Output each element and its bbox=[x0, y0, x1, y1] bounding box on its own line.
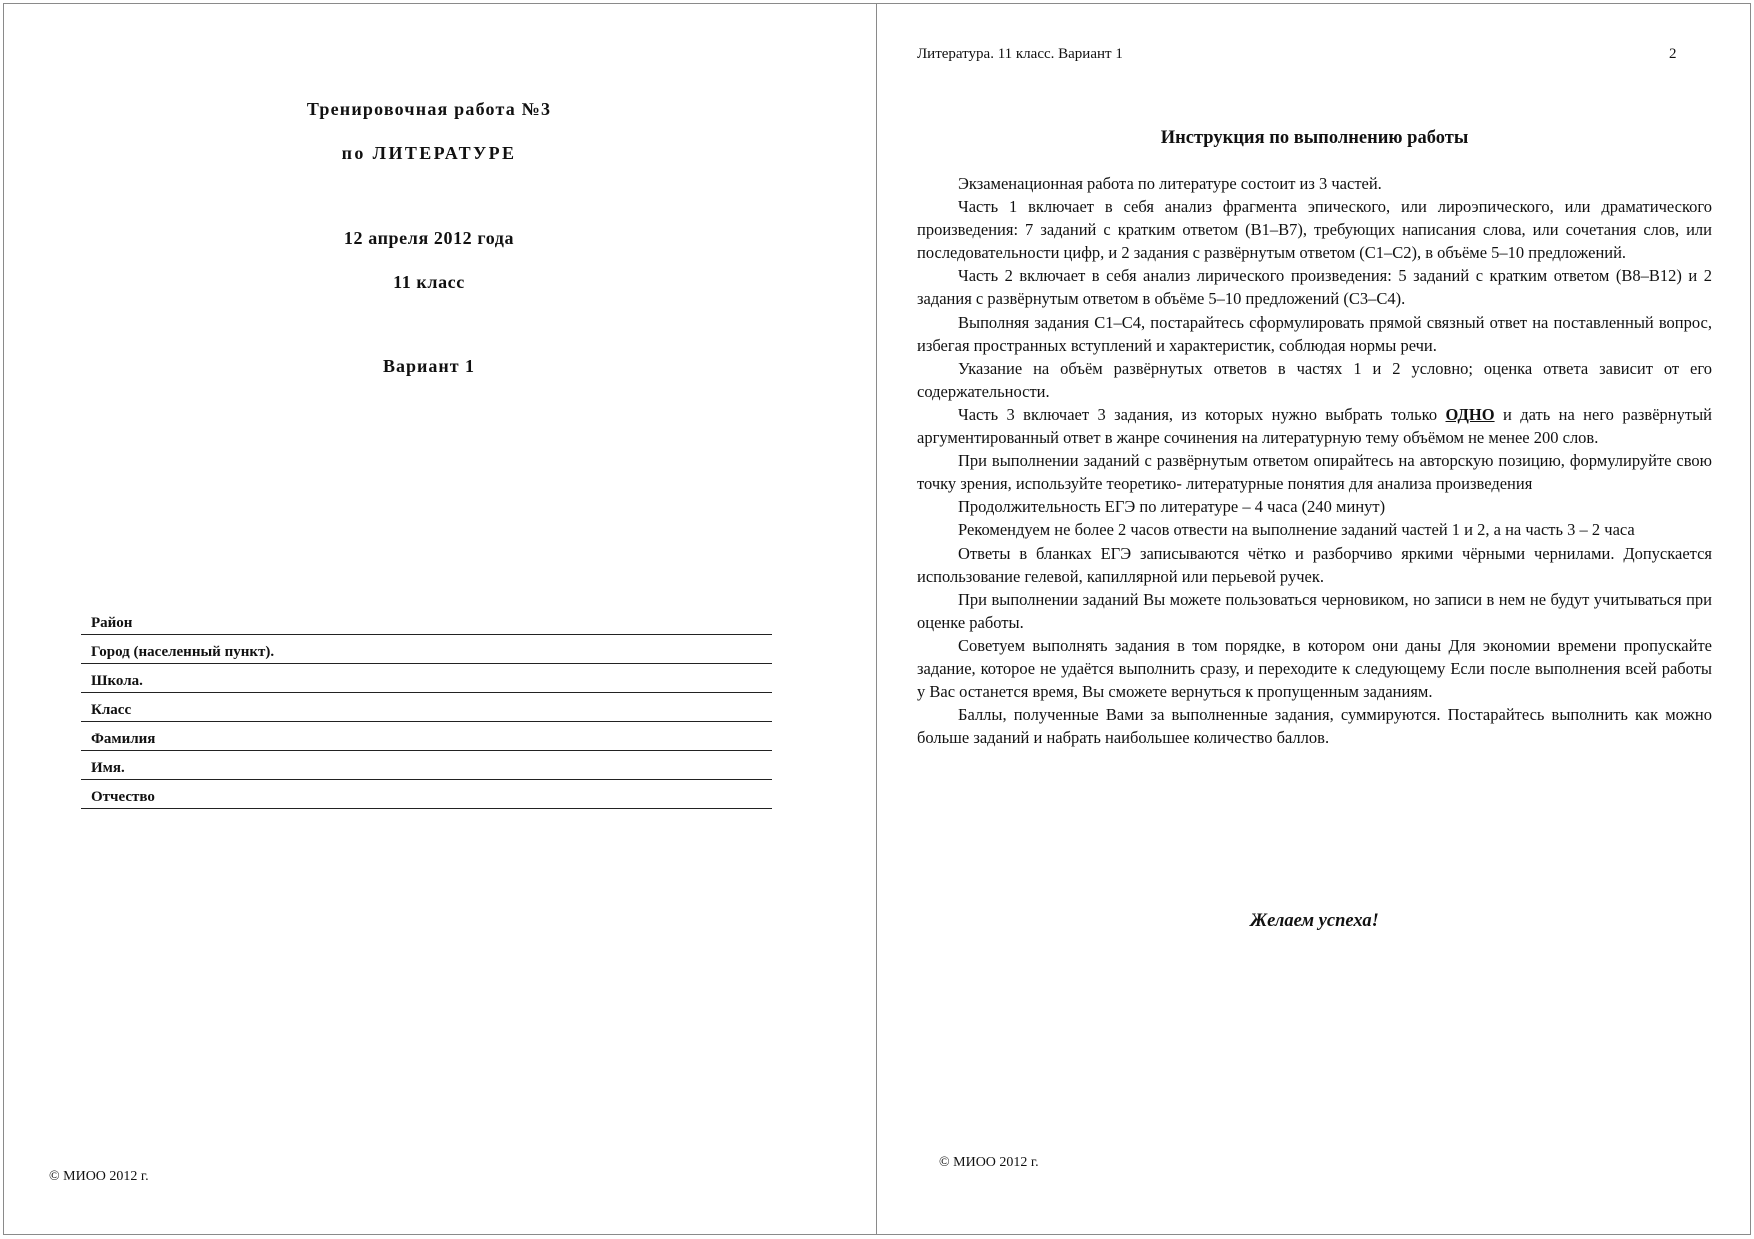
field-name[interactable]: Имя. bbox=[81, 751, 772, 780]
field-school[interactable]: Школа. bbox=[81, 664, 772, 693]
cover-page bbox=[3, 3, 877, 1235]
field-district[interactable]: Район bbox=[81, 606, 772, 635]
paragraph: Выполняя задания С1–С4, постарайтесь сформулировать прямой связный ответ на поставленный вопрос, избегая пространных вступлений и характеристик, соблюдая нормы речи. bbox=[917, 312, 1712, 355]
paragraph: Рекомендуем не более 2 часов отвести на выполнение заданий частей 1 и 2, а на часть 3 – 2 часа bbox=[958, 520, 1635, 540]
cover-grade: 11 класс bbox=[393, 272, 465, 292]
part3-emphasis: ОДНО bbox=[1445, 404, 1495, 424]
paragraph: Продолжительность ЕГЭ по литературе – 4 часа (240 минут) bbox=[958, 497, 1386, 517]
instructions-copyright: © МИОО 2012 г. bbox=[939, 1155, 1039, 1170]
cover-date: 12 апреля 2012 года bbox=[343, 228, 515, 248]
paragraph: При выполнении заданий с развёрнутым ответом опирайтесь на авторскую позицию, формулируйте свою точку зрения, используйте теоретико- литературные понятия для анализа произведения bbox=[917, 451, 1712, 494]
paragraph: Часть 1 включает в себя анализ фрагмента эпического, или лироэпического, или драматического произведения: 7 заданий с кратким ответом (В1–В7), требующих написания слова, или сочетания слов, или последовательности цифр, и 2 задания с развёрнутым ответом (С1–С2), в объёме 5–10 предложений. bbox=[917, 197, 1712, 263]
paragraph: Указание на объём развёрнутых ответов в частях 1 и 2 условно; оценка ответа зависит от его содержательности. bbox=[917, 358, 1712, 401]
field-patronymic[interactable]: Отчество bbox=[81, 780, 772, 809]
field-city[interactable]: Город (населенный пункт). bbox=[81, 635, 772, 664]
field-class[interactable]: Класс bbox=[81, 693, 772, 722]
paragraph: Часть 2 включает в себя анализ лирического произведения: 5 заданий с кратким ответом (В8–В12) и 2 задания с развёрнутым ответом в объёме 5–10 предложений (С3–С4). bbox=[917, 266, 1712, 309]
paragraph: Экзаменационная работа по литературе состоит из 3 частей. bbox=[958, 174, 1382, 193]
field-surname[interactable]: Фамилия bbox=[81, 722, 772, 751]
paragraph: Ответы в бланках ЕГЭ записываются чётко и разборчиво яркими чёрными чернилами. Допускается использование гелевой, капиллярной или перьевой ручек. bbox=[917, 543, 1712, 586]
closing-wish: Желаем успеха! bbox=[1250, 911, 1379, 931]
cover-title: Тренировочная работа №3 bbox=[306, 99, 552, 119]
paragraph-part3 bbox=[917, 403, 1712, 449]
part3-text-after: и дать на него развёрнутый аргументированный ответ в жанре сочинения на литературную тему объёмом не менее 200 слов. bbox=[917, 404, 1712, 448]
paragraph: При выполнении заданий Вы можете пользоваться черновиком, но записи в нем не будут учитываться при оценке работы. bbox=[917, 589, 1712, 632]
instructions-title: Инструкция по выполнению работы bbox=[1160, 128, 1469, 148]
student-info-form bbox=[81, 606, 772, 809]
cover-variant: Вариант 1 bbox=[382, 356, 476, 376]
paragraph: Баллы, полученные Вами за выполненные задания, суммируются. Постарайтесь выполнить как можно больше заданий и набрать наибольшее количество баллов. bbox=[917, 705, 1712, 748]
cover-subject: по ЛИТЕРАТУРЕ bbox=[341, 143, 517, 163]
part3-text-before: Часть 3 включает 3 задания, из которых нужно выбрать только bbox=[958, 404, 1446, 424]
instructions-body bbox=[917, 172, 1712, 749]
running-head: Литература. 11 класс. Вариант 1 bbox=[917, 46, 1123, 62]
cover-copyright: © МИОО 2012 г. bbox=[49, 1169, 149, 1184]
paragraph: Советуем выполнять задания в том порядке, в котором они даны Для экономии времени пропускайте задание, которое не удаётся выполнить сразу, и переходите к следующему Если после выполнения всей работы у Вас останется время, Вы сможете вернуться к пропущенным заданиям. bbox=[917, 635, 1712, 702]
page-number: 2 bbox=[1669, 46, 1677, 62]
